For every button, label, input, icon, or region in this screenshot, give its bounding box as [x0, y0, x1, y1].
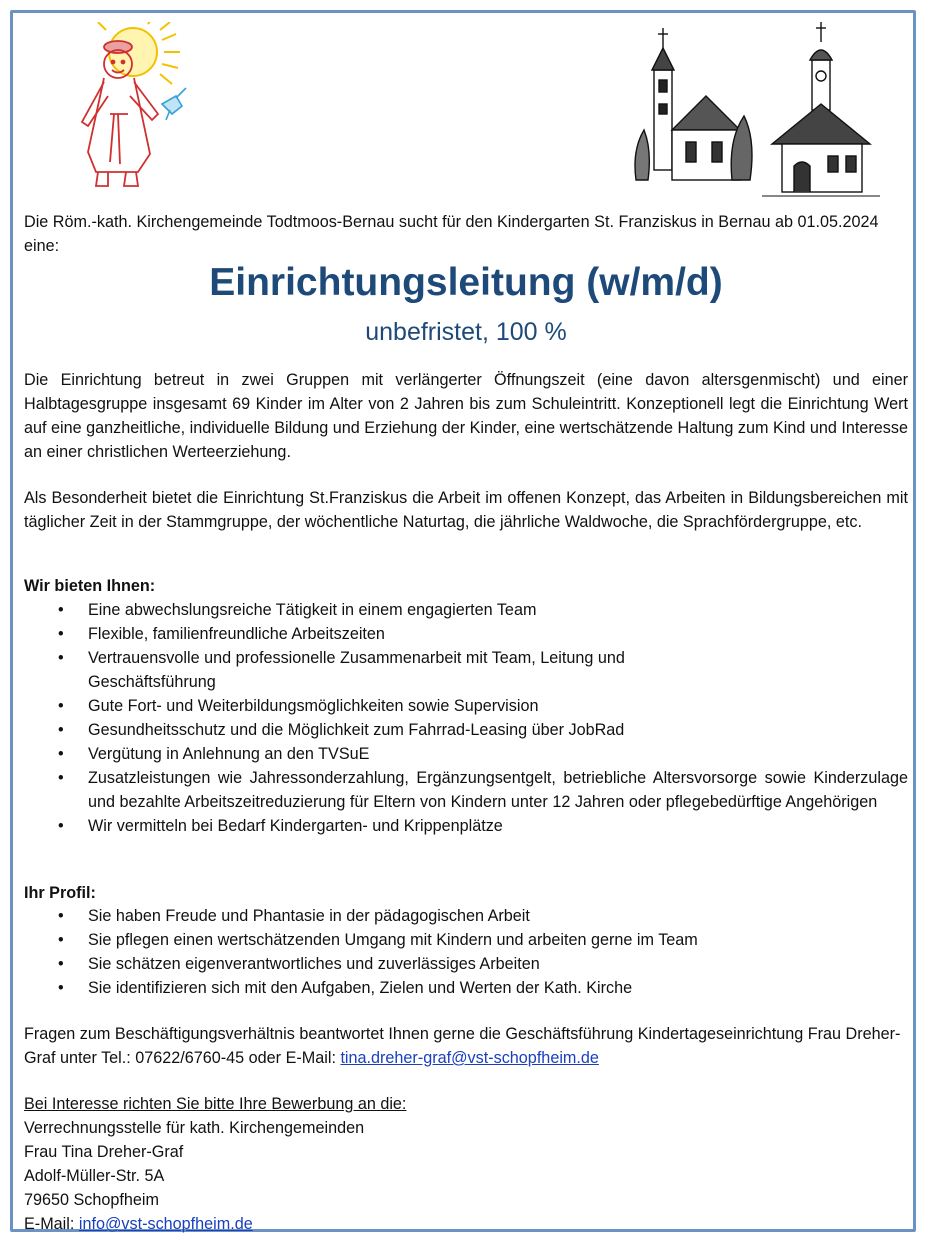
bullet-icon: •	[58, 817, 64, 835]
list-item: • Flexible, familienfreundliche Arbeitszeiten	[24, 622, 908, 646]
bullet-icon: •	[58, 697, 64, 715]
address-line-3: Adolf-Müller-Str. 5A	[24, 1167, 165, 1185]
description-paragraph-2: Als Besonderheit bietet die Einrichtung St.Franziskus die Arbeit im offenen Konzept, das Arbeiten in Bildungsbereichen mit täglicher Zeit in der Stammgruppe, der wöchentliche Naturtag, die jährliche Waldwoche, die Sprachfördergruppe, etc.	[24, 489, 908, 531]
address-line-2: Frau Tina Dreher-Graf	[24, 1143, 184, 1161]
address-line-4: 79650 Schopfheim	[24, 1191, 159, 1209]
list-item: • Zusatzleistungen wie Jahressonderzahlung, Ergänzungsentgelt, betriebliche Altersvorsorge sowie Kinderzulage und bezahlte Arbeitszeitreduzierung für Eltern von Kindern unter 12 Jahren oder pflegebedürftige Angehörigen	[24, 766, 908, 814]
bullet-icon: •	[58, 625, 64, 643]
list-item: • Vergütung in Anlehnung an den TVSuE	[24, 742, 908, 766]
application-heading: Bei Interesse richten Sie bitte Ihre Bewerbung an die:	[24, 1095, 407, 1113]
job-title: Einrichtungsleitung (w/m/d)	[209, 261, 723, 304]
intro-text: Die Röm.-kath. Kirchengemeinde Todtmoos-Bernau sucht für den Kindergarten St. Franziskus in Bernau ab 01.05.2024 eine:	[24, 213, 879, 255]
bullet-icon: •	[58, 601, 64, 619]
saint-francis-drawing	[58, 22, 208, 200]
list-item: • Sie identifizieren sich mit den Aufgaben, Zielen und Werten der Kath. Kirche	[24, 976, 908, 1000]
list-item: • Sie haben Freude und Phantasie in der pädagogischen Arbeit	[24, 904, 908, 928]
list-item: • Sie schätzen eigenverantwortliches und zuverlässiges Arbeiten	[24, 952, 908, 976]
description-paragraph-1: Die Einrichtung betreut in zwei Gruppen mit verlängerter Öffnungszeit (eine davon altersgenmischt) und einer Halbtagesgruppe insgesamt 69 Kinder im Alter von 2 Jahren bis zum Schuleintritt. Konzeptionell legt die Einrichtung Wert auf eine ganzheitliche, individuelle Bildung und Erziehung der Kinder, eine wertschätzende Haltung zum Kind und Interesse an einer christlichen Werteerziehung.	[24, 371, 908, 461]
bullet-icon: •	[58, 931, 64, 949]
list-item: • Wir vermitteln bei Bedarf Kindergarten- und Krippenplätze	[24, 814, 908, 838]
bullet-icon: •	[58, 907, 64, 925]
list-item: • Vertrauensvolle und professionelle Zusammenarbeit mit Team, Leitung und Geschäftsführung	[24, 646, 908, 694]
application-block	[24, 1092, 908, 1236]
contact-email-link[interactable]: tina.dreher-graf@vst-schopfheim.de	[340, 1049, 599, 1067]
job-subtitle: unbefristet, 100 %	[365, 318, 567, 346]
application-email-link[interactable]: info@vst-schopfheim.de	[78, 1215, 253, 1233]
bullet-icon: •	[58, 745, 64, 763]
bullet-icon: •	[58, 979, 64, 997]
bullet-icon: •	[58, 769, 64, 787]
offer-list	[24, 598, 908, 838]
profile-heading: Ihr Profil:	[24, 884, 96, 902]
list-item: • Gesundheitsschutz und die Möglichkeit zum Fahrrad-Leasing über JobRad	[24, 718, 908, 742]
application-email-line: E-Mail: info@vst-schopfheim.de	[24, 1215, 253, 1233]
list-item: • Sie pflegen einen wertschätzenden Umgang mit Kindern und arbeiten gerne im Team	[24, 928, 908, 952]
bullet-icon: •	[58, 649, 64, 667]
contact-paragraph: Fragen zum Beschäftigungsverhältnis beantwortet Ihnen gerne die Geschäftsführung Kindertageseinrichtung Frau Dreher-Graf unter Tel.: 07622/6760-45 oder E-Mail: tina.dreher-graf@vst-schopfheim.de	[24, 1025, 901, 1067]
churches-drawing	[632, 20, 880, 200]
offer-heading: Wir bieten Ihnen:	[24, 577, 156, 595]
list-item: • Eine abwechslungsreiche Tätigkeit in einem engagierten Team	[24, 598, 908, 622]
profile-list	[24, 904, 908, 1000]
address-line-1: Verrechnungsstelle für kath. Kirchengemeinden	[24, 1119, 365, 1137]
bullet-icon: •	[58, 721, 64, 739]
bullet-icon: •	[58, 955, 64, 973]
list-item: • Gute Fort- und Weiterbildungsmöglichkeiten sowie Supervision	[24, 694, 908, 718]
